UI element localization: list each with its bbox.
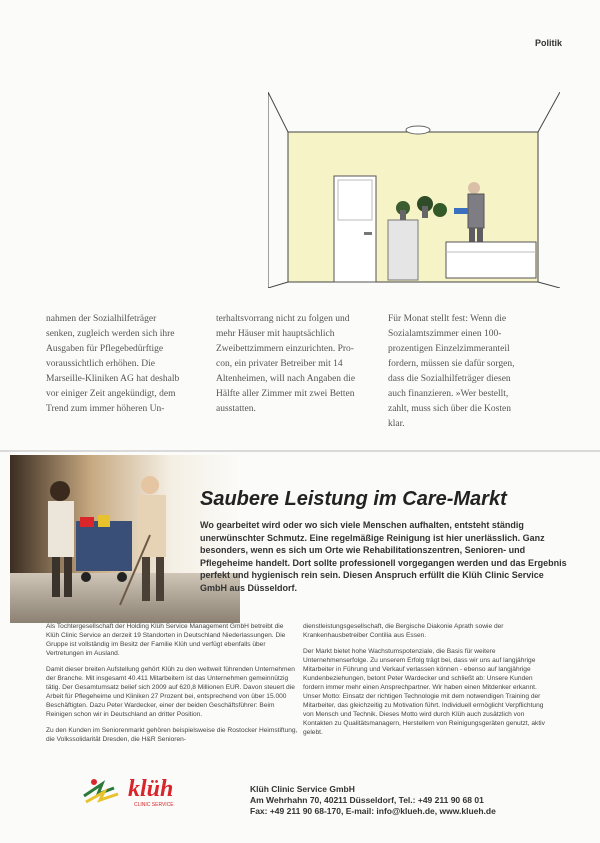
article-text: Für Monat stellt fest: Wenn die Sozialamtszimmer einen 100-prozentigen Einzelzimmeranteil fordern, müssen sie dafür sorgen, dass die Sozialhilfeträger diesen auch finanzieren. »Wer bestellt, zahlt, muss sich über die Kosten klar.	[388, 314, 515, 429]
article-text: nahmen der Sozialhilfeträger senken, zugleich werden sich ihre Ausgaben für Pflegebedürftige voraussichtlich erhöhen. Die Marseille-Kliniken AG hat deshalb vor einiger Zeit angekündigt, dem Trend zum immer höheren Un-	[46, 314, 180, 414]
ad-column-left	[46, 622, 298, 751]
ad-paragraph: Zu den Kunden im Seniorenmarkt gehören beispielsweise die Rostocker Heimstiftung, die Volkssolidarität Dresden, die H&R Senioren-	[46, 727, 298, 743]
article-text: terhaltsvorrang nicht zu folgen und mehr Häuser mit hauptsächlich Zweibettzimmern einzurichten. Pro-con, ein privater Betreiber mit 14 Altenheimen, will nach Angaben die Hälfte aller Zimmer mit zwei Betten ausstatten.	[216, 314, 356, 414]
article-column-3	[388, 312, 528, 432]
contact-address: Am Wehrhahn 70, 40211 Düsseldorf, Tel.: +49 211 90 68 01	[250, 795, 484, 805]
page-divider	[0, 450, 600, 452]
ad-paragraph: Als Tochtergesellschaft der Holding Klüh Service Management GmbH betreibt die Klüh Clinic Service an derzeit 19 Standorten in Deutschland Niederlassungen. Die Gruppe ist vollständig im Besitz der Familie Klüh und verfügt ebenfalls über Vertretungen im Ausland.	[46, 623, 286, 657]
ad-paragraph: dienstleistungsgesellschaft, die Bergische Diakonie Aprath sowie der Krankenhausbetreiber Contilia aus Essen.	[303, 623, 504, 639]
contact-fax-email: Fax: +49 211 90 68-170, E-mail: info@klueh.de, www.klueh.de	[250, 806, 496, 816]
room-illustration	[268, 92, 560, 288]
logo-tagline: CLINIC SERVICE	[134, 802, 174, 808]
ad-title: Saubere Leistung im Care-Markt	[200, 488, 507, 510]
contact-block	[250, 784, 496, 817]
article-column-1	[46, 312, 186, 417]
ad-column-right	[303, 622, 555, 744]
ad-lead: Wo gearbeitet wird oder wo sich viele Menschen aufhalten, entsteht ständig unerwünschter Schmutz. Eine regelmäßige Reinigung ist hier unerlässlich. Ganz besonders, wenn es sich um Orte wie Rehabilitationszentren, Senioren- und Pflegeheime handelt. Dort sollte professionell vorgegangen werden und das Ergebnis perfekt und hygienisch rein sein. Diesen Anspruch erfüllt die Klüh Clinic Service GmbH aus Düsseldorf.	[200, 520, 567, 593]
ad-paragraph: Der Markt bietet hohe Wachstumspotenziale, die Basis für weitere Unternehmenserfolge. Zu unserem Erfolg trägt bei, dass wir uns auf langjährige Mitarbeiter in Führung und Verkauf verlassen können - ebenso auf langjährige Kundenbeziehungen, betont Peter Wardecker und schließt ab: Unsere Kunden fordern immer mehr einen Ansprechpartner. Wir haben einen Mitdenker erkannt. Unser Motto: Einsatz der richtigen Technologie mit dem notwendigen Training der Mitarbeiter, das gleichzeitig zu Motivation führt. Individuell ermöglicht Verpflichtung von Mensch und Technik. Dieses Motto wird durch Klüh auch zusätzlich von Kontakten zu Qualitätsmanagern, Herstellern von Reinigungsgeräten genutzt, aktiv gelebt.	[303, 648, 545, 736]
logo-wordmark: klüh	[128, 776, 174, 802]
ad-paragraph: Damit dieser breiten Aufstellung gehört Klüh zu den weltweit führenden Unternehmen der Branche. Mit insgesamt 40.411 Mitarbeitern ist das Unternehmen gemeinnützig tätig. Der Gesamtumsatz belief sich 2009 auf 620,8 Millionen EUR. Davon steuert die Arbeit für Pflegeheime und Kliniken 27 Prozent bei, entsprechend von über 15.000 Beschäftigten. Dazu Peter Wardecker, einer der beiden Geschäftsführer: Beim Reinigen schon wir in Deutschland an dritter Position.	[46, 666, 295, 718]
klueh-logo	[80, 762, 210, 814]
article-column-2	[216, 312, 356, 417]
contact-company: Klüh Clinic Service GmbH	[250, 784, 355, 794]
section-label: Politik	[534, 38, 562, 48]
